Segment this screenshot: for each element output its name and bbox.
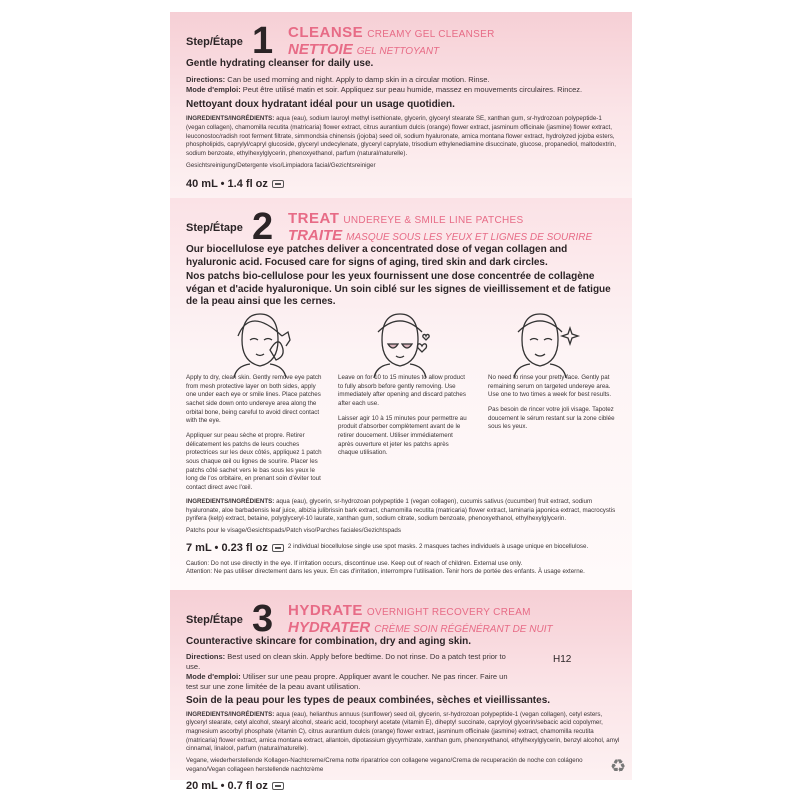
step-3-mode xyxy=(186,672,516,692)
step-3-number: 3 xyxy=(252,598,274,640)
step-1-title-en xyxy=(288,24,495,41)
step-1-ingredients xyxy=(186,115,620,158)
step-1-header xyxy=(170,12,632,62)
step-3-directions xyxy=(186,652,516,672)
step-1-directions xyxy=(186,75,620,85)
recycle-icon: ♻ xyxy=(610,756,627,776)
step-2-panel xyxy=(170,198,632,590)
step-2-label: Step/Étape xyxy=(186,222,243,234)
step-3-translations: Vegane, wiederherstellende Kollagen-Nachtcreme/Crema notte riparatrice con collagene vegano/Crema de recuperación de noche con colágeno vegano/Vegan collageen herstellende nachtcrème xyxy=(186,756,583,773)
step-1-title-fr-text: NETTOIE xyxy=(288,41,353,58)
step-1-translations: Gesichtsreinigung/Detergente viso/Limpiadora facial/Gezichtsreiniger xyxy=(186,161,376,169)
step-1-title-fr xyxy=(288,41,439,58)
step-2-column-1 xyxy=(186,374,326,493)
step-3-ingredients xyxy=(186,711,620,754)
step-2-size-text: 7 mL • 0.23 fl oz xyxy=(186,541,268,554)
pao-jar-icon xyxy=(272,782,284,790)
step-2-footer xyxy=(186,498,620,577)
face-apply-patch-illustration xyxy=(220,306,300,378)
step-3-ingredients-text: aqua (eau), helianthus annuus (sunflower) seed oil, glycerin, sr-hydrozoan polypeptide-1 (vegan collagen), cetyl esters, glyceryl stearate, cetyl alcohol, stearyl alcohol, stearic acid, tocopheryl acetate (vitamin E), dihepty! succinate, capryloyl glycerin/sebacic acid copolymer, magnesium ascorbyl phosphate (vitamin C), citrus aurantium dulcis (orange) flower extract, jasminum officinale (jasmine) extract, chamomilla recutita (matricaria) flower extract, arnica montana extract, allantoin, dipotassium glycyrrhizate, xanthan gum, phenoxyethanol, ethylhexylglycerin, benzyl alcohol, amyl cinnamal, linalool, parfum (natural/naturelle). xyxy=(186,710,620,753)
step-3-title-en-text: HYDRATE xyxy=(288,602,363,619)
step-1-subtitle-fr: GEL NETTOYANT xyxy=(356,46,440,57)
step-1-body xyxy=(186,58,620,190)
step-2-title-fr xyxy=(288,227,592,244)
step-2-col3-en: No need to rinse your pretty face. Gently pat remaining serum on targeted undereye area. Use one to two times a week for best results. xyxy=(488,374,612,399)
step-3-directions-label: Directions: xyxy=(186,651,226,661)
step-3-subtitle-en: OVERNIGHT RECOVERY CREAM xyxy=(366,607,531,618)
step-2-ingredients-label: INGREDIENTS/INGRÉDIENTS: xyxy=(186,498,275,505)
step-2-caution: Caution: Do not use directly in the eye. If irritation occurs, discontinue use. Keep out of reach of children. External use only. xyxy=(186,559,523,567)
step-2-number: 2 xyxy=(252,206,274,248)
step-3-panel xyxy=(170,590,632,793)
step-2-desc-en: Our biocellulose eye patches deliver a concentrated dose of vegan collagen and hyaluronic acid. Focused care for signs of aging, tired skin and dark circles. xyxy=(186,244,568,268)
step-2-ingredients-text: aqua (eau), glycerin, sr-hydrozoan polypeptide 1 (vegan collagen), cucumis sativus (cucumber) fruit extract, sodium hyaluronate, aloe barbadensis leaf juice, albizia julibrissin bark extract, chamomilla recutita (matricaria) flower extract, laminaria japonica extract, macrocystis pyrifera (kelp) extract, betaine, polyglyceryl-10 laurate, xanthan gum, sodium citrate, sodium benzoate, phenoxyethanol, ethylhexylglycerin. xyxy=(186,498,616,523)
step-1-panel xyxy=(170,12,632,198)
step-2-desc-fr: Nos patchs bio-cellulose pour les yeux fournissent une dose concentrée de collagène végan et d'acide hyaluronique. Un soin ciblé sur les signes de vieillissement et de fatigue de la peau ainsi que les cernes. xyxy=(186,271,611,307)
step-1-ingredients-text: aqua (eau), sodium lauroyl methyl isethionate, glycerin, glyceryl stearate SE, xanthan gum, sr-hydrozoan polypeptide-1 (vegan collagen), chamomilla recutita (matricaria) flower extract, citrus aurantium dulcis (orange) flower extract, jasminum officinale (jasmine) flower extract, leuconostoc/radish root ferment filtrate, simmondsia chinensis (jojoba) seed oil, sodium hyaluronate, arnica montana flower extract, hydrolyzed jojoba esters, phospholipids, caprylyl/capryl glucoside, glyceryl undecylenate, glyceryl caprylate, trisodium ethylenediamine disuccinate, glucose, propanediol, maltodextrin, sodium benzoate, ethylhexylglycerin, phenoxyethanol, parfum (natural/naturelle). xyxy=(186,115,616,157)
step-1-directions-label: Directions: xyxy=(186,74,226,84)
step-1-ingredients-label: INGREDIENTS/INGRÉDIENTS: xyxy=(186,115,275,123)
step-2-size-note: 2 individual biocellulose single use spot masks. 2 masques taches individuels à usage unique en biocellulose. xyxy=(287,543,589,551)
step-2-col2-en: Leave on for 10 to 15 minutes to allow product to fully absorb before gently removing. Use immediately after opening and discard patches after each use. xyxy=(338,374,466,408)
step-2-attention: Attention: Ne pas utiliser directement dans les yeux. En cas d'irritation, interrompre l'utilisation. Tenir hors de portée des enfants. À usage externe. xyxy=(186,568,585,576)
step-1-size xyxy=(186,178,620,190)
step-1-subtitle-en: CREAMY GEL CLEANSER xyxy=(367,29,495,40)
step-3-ingredients-label: INGREDIENTS/INGRÉDIENTS: xyxy=(186,710,275,718)
step-2-subtitle-en: UNDEREYE & SMILE LINE PATCHES xyxy=(343,215,524,226)
step-2-size xyxy=(186,542,620,554)
step-2-col1-fr: Appliquer sur peau sèche et propre. Retirer délicatement les patchs de leurs couches protectrices sur les deux côtés, appliquez 1 patch sous chaque œil ou lignes de sourire. Placer les patchs côté sachet vers le bas sous les yeux le long de l'os orbitaire, en prenant soin d'éviter tout contact direct avec l'œil. xyxy=(186,432,322,492)
step-1-directions-text: Can be used morning and night. Apply to damp skin in a circular motion. Rinse. xyxy=(227,74,490,84)
pao-jar-icon xyxy=(272,180,284,188)
step-2-col1-en: Apply to dry, clean skin. Gently remove eye patch from mesh protective layer on both sides, apply one under each eye or smile lines. Place patches sachet side down onto undereye area along the orbital bone, being careful to avoid direct contact with the eye. xyxy=(186,374,322,425)
step-2-title-en xyxy=(288,210,523,227)
step-1-mode-label: Mode d'emploi: xyxy=(186,84,241,94)
face-sparkle-illustration xyxy=(500,306,580,378)
step-2-description xyxy=(186,244,620,309)
step-1-tagline-fr: Nettoyant doux hydratant idéal pour un usage quotidien. xyxy=(186,98,455,110)
step-2-col2-fr: Laisser agir 10 à 15 minutes pour permettre au produit d'absorber complètement avant de le retirer doucement. Utiliser immédiatement après ouverture et jeter les patchs après chaque utilisation. xyxy=(338,414,467,457)
step-2-translations: Patchs pour le visage/Gesichtspads/Patch viso/Parches faciales/Gezichtspads xyxy=(186,527,401,535)
step-3-header xyxy=(170,590,632,640)
batch-code: H12 xyxy=(553,654,572,665)
step-3-title-fr-text: HYDRATER xyxy=(288,619,371,636)
step-3-size-text: 20 mL • 0.7 fl oz xyxy=(186,780,268,793)
step-2-col3-fr: Pas besoin de rincer votre joli visage. Tapotez doucement le sérum restant sur la zone ciblée sous les yeux. xyxy=(488,406,615,431)
step-1-label: Step/Étape xyxy=(186,36,243,48)
step-3-tagline-en: Counteractive skincare for combination, dry and aging skin. xyxy=(186,636,472,647)
step-3-title-en xyxy=(288,602,531,619)
step-1-number: 1 xyxy=(252,20,274,62)
face-patches-on-illustration xyxy=(360,306,440,378)
step-3-mode-label: Mode d'emploi: xyxy=(186,671,241,681)
pao-jar-icon xyxy=(272,544,284,552)
step-1-size-text: 40 mL • 1.4 fl oz xyxy=(186,178,268,191)
step-3-tagline-fr: Soin de la peau pour les types de peaux combinées, sèches et vieillissantes. xyxy=(186,695,551,706)
step-1-title-en-text: CLEANSE xyxy=(288,24,364,41)
step-2-ingredients xyxy=(186,498,620,524)
step-1-tagline-en: Gentle hydrating cleanser for daily use. xyxy=(186,58,374,69)
step-2-column-3 xyxy=(488,374,620,432)
step-2-title-fr-text: TRAITE xyxy=(288,227,343,244)
step-2-header xyxy=(170,198,632,248)
step-1-mode-text: Peut être utilisé matin et soir. Appliquez sur peau humide, massez en mouvements circulaires. Rincez. xyxy=(242,84,583,94)
step-2-title-en-text: TREAT xyxy=(288,210,340,227)
step-3-size xyxy=(186,780,620,792)
step-3-directions-text: Best used on clean skin. Apply before bedtime. Do not rinse. Do a patch test prior to use. xyxy=(186,651,506,671)
step-2-subtitle-fr: MASQUE SOUS LES YEUX ET LIGNES DE SOURIRE xyxy=(346,232,593,243)
step-2-column-2 xyxy=(338,374,470,458)
step-3-subtitle-fr: CRÈME SOIN RÉGÉNÉRANT DE NUIT xyxy=(374,624,553,635)
step-1-mode xyxy=(186,85,620,95)
step-3-title-fr xyxy=(288,619,553,636)
step-3-label: Step/Étape xyxy=(186,614,243,626)
step-3-mode-text: Utiliser sur une peau propre. Appliquer avant le coucher. Ne pas rincer. Faire un test sur une zone limitée de la peau avant utilisation. xyxy=(186,671,508,691)
